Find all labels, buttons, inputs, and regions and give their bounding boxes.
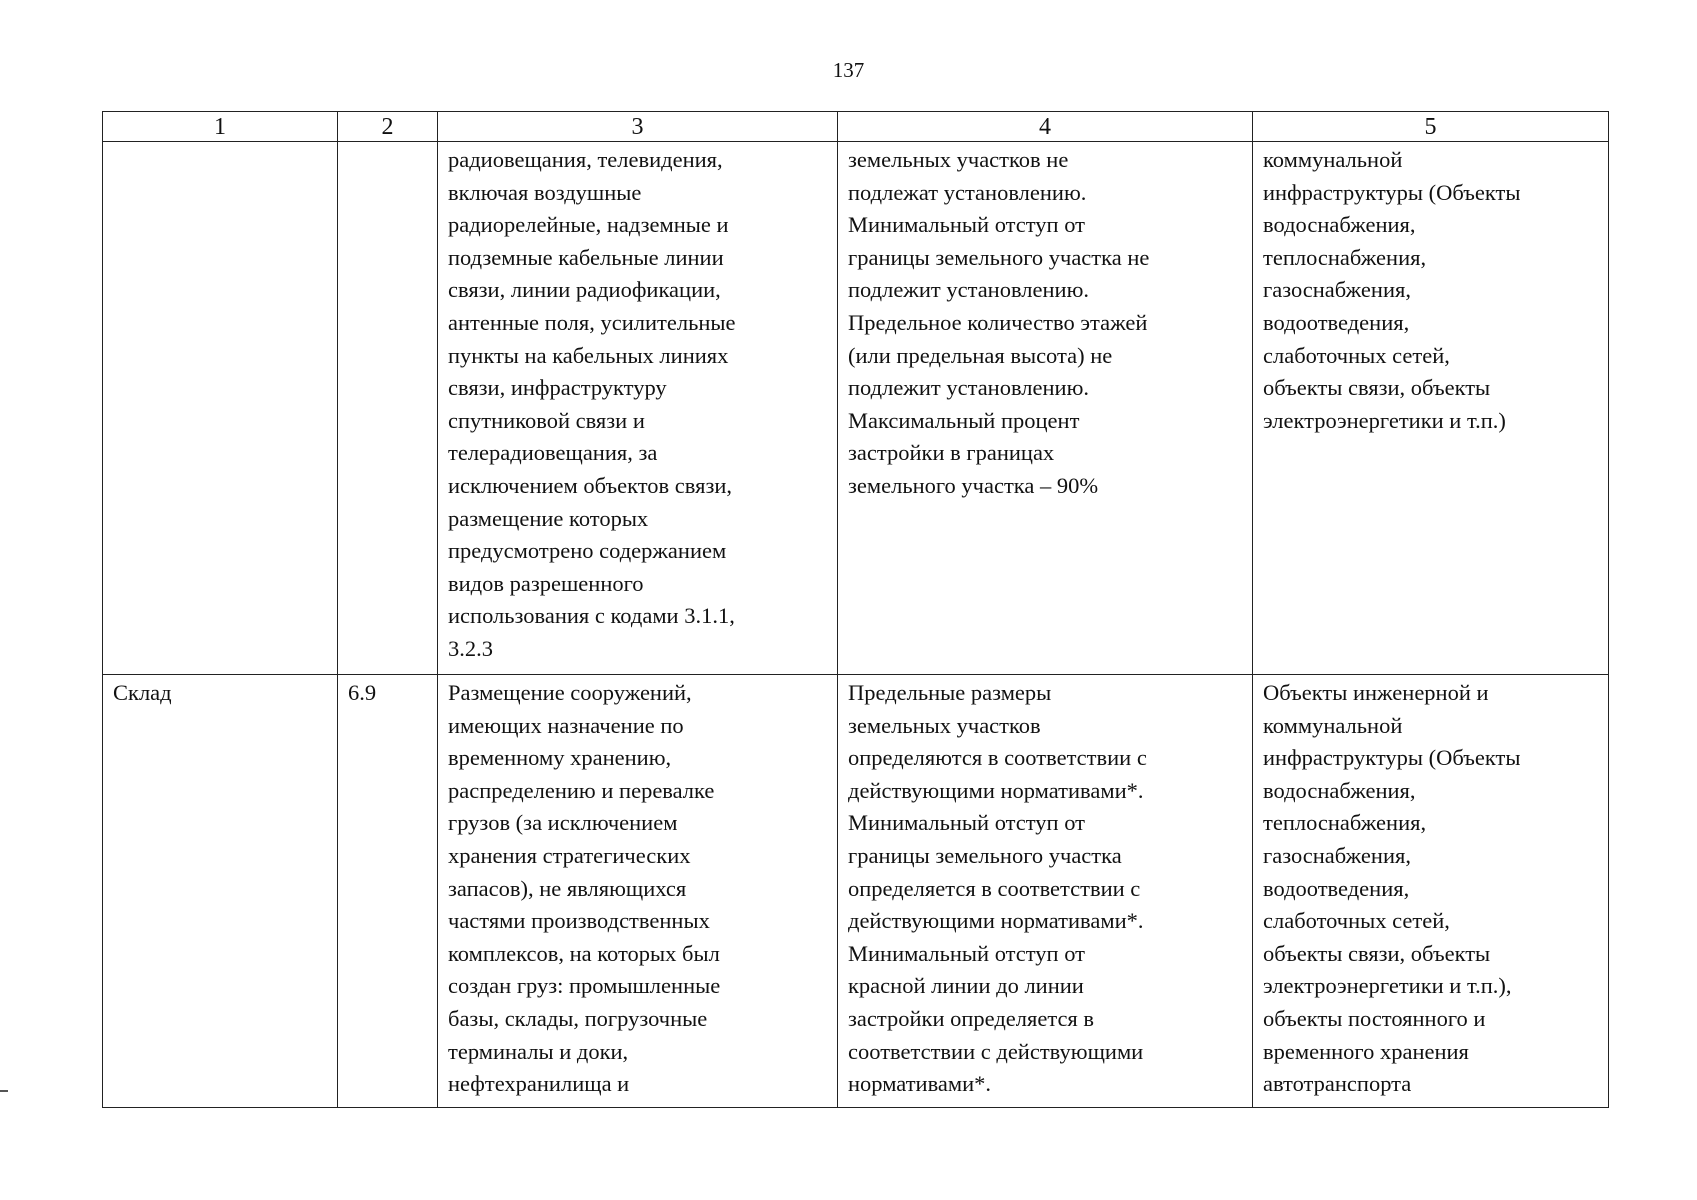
cell-text: Предельные размеры земельных участков определяются в соответствии с действующими нормативами*. Минимальный отступ от границы земельного участка определяется в соответствии с действующими нормативами*. Минимальный отступ от красной линии до линии застройки определяется в соответствии с действующими нормативами*. xyxy=(848,680,1147,1097)
column-header-5: 5 xyxy=(1253,112,1609,142)
cell-use-name xyxy=(103,675,338,1108)
cell-text: радиовещания, телевидения, включая воздушные радиорелейные, надземные и подземные кабельные линии связи, линии радиофикации, антенные поля, усилительные пункты на кабельных линиях связи, инфраструктуру спутниковой связи и телерадиовещания, за исключением объектов связи, размещение которых предусмотрено содержанием видов разрешенного использования с кодами 3.1.1, 3.2.3 xyxy=(448,147,736,661)
column-header-3: 3 xyxy=(438,112,838,142)
cell-use-name xyxy=(103,142,338,675)
column-header-4: 4 xyxy=(838,112,1253,142)
table-row xyxy=(103,142,1609,675)
page-number: 137 xyxy=(832,58,865,82)
cell-text: Размещение сооружений, имеющих назначение по временному хранению, распределению и перевалке грузов (за исключением хранения стратегических запасов), не являющихся частями производственных комплексов, на которых был создан груз: промышленные базы, склады, погрузочные терминалы и доки, нефтехранилища и xyxy=(448,680,721,1097)
cell-text: Объекты инженерной и коммунальной инфраструктуры (Объекты водоснабжения, теплоснабжения, газоснабжения, водоотведения, слаботочных сетей, объекты связи, объекты электроэнергетики и т.п.), объекты постоянного и временного хранения автотранспорта xyxy=(1263,680,1521,1097)
table-row xyxy=(103,675,1609,1108)
cell-auxiliary-uses xyxy=(1253,142,1609,675)
cell-auxiliary-uses xyxy=(1253,675,1609,1108)
cell-text: 6.9 xyxy=(348,680,377,705)
cell-text: Склад xyxy=(113,680,172,705)
cell-text: коммунальной инфраструктуры (Объекты водоснабжения, теплоснабжения, газоснабжения, водоотведения, слаботочных сетей, объекты связи, объекты электроэнергетики и т.п.) xyxy=(1263,147,1521,433)
column-header-1: 1 xyxy=(103,112,338,142)
cell-use-code xyxy=(338,675,438,1108)
cell-parameters xyxy=(838,142,1253,675)
column-header-2: 2 xyxy=(338,112,438,142)
cell-parameters xyxy=(838,675,1253,1108)
cell-use-code xyxy=(338,142,438,675)
cell-text: земельных участков не подлежат установлению. Минимальный отступ от границы земельного участка не подлежит установлению. Предельное количество этажей (или предельная высота) не подлежит установлению. Максимальный процент застройки в границах земельного участка – 90% xyxy=(848,147,1150,498)
scan-edge-mark xyxy=(0,1090,8,1092)
cell-use-description xyxy=(438,142,838,675)
land-use-table xyxy=(102,111,1609,1108)
cell-use-description xyxy=(438,675,838,1108)
table-header-row xyxy=(103,112,1609,142)
